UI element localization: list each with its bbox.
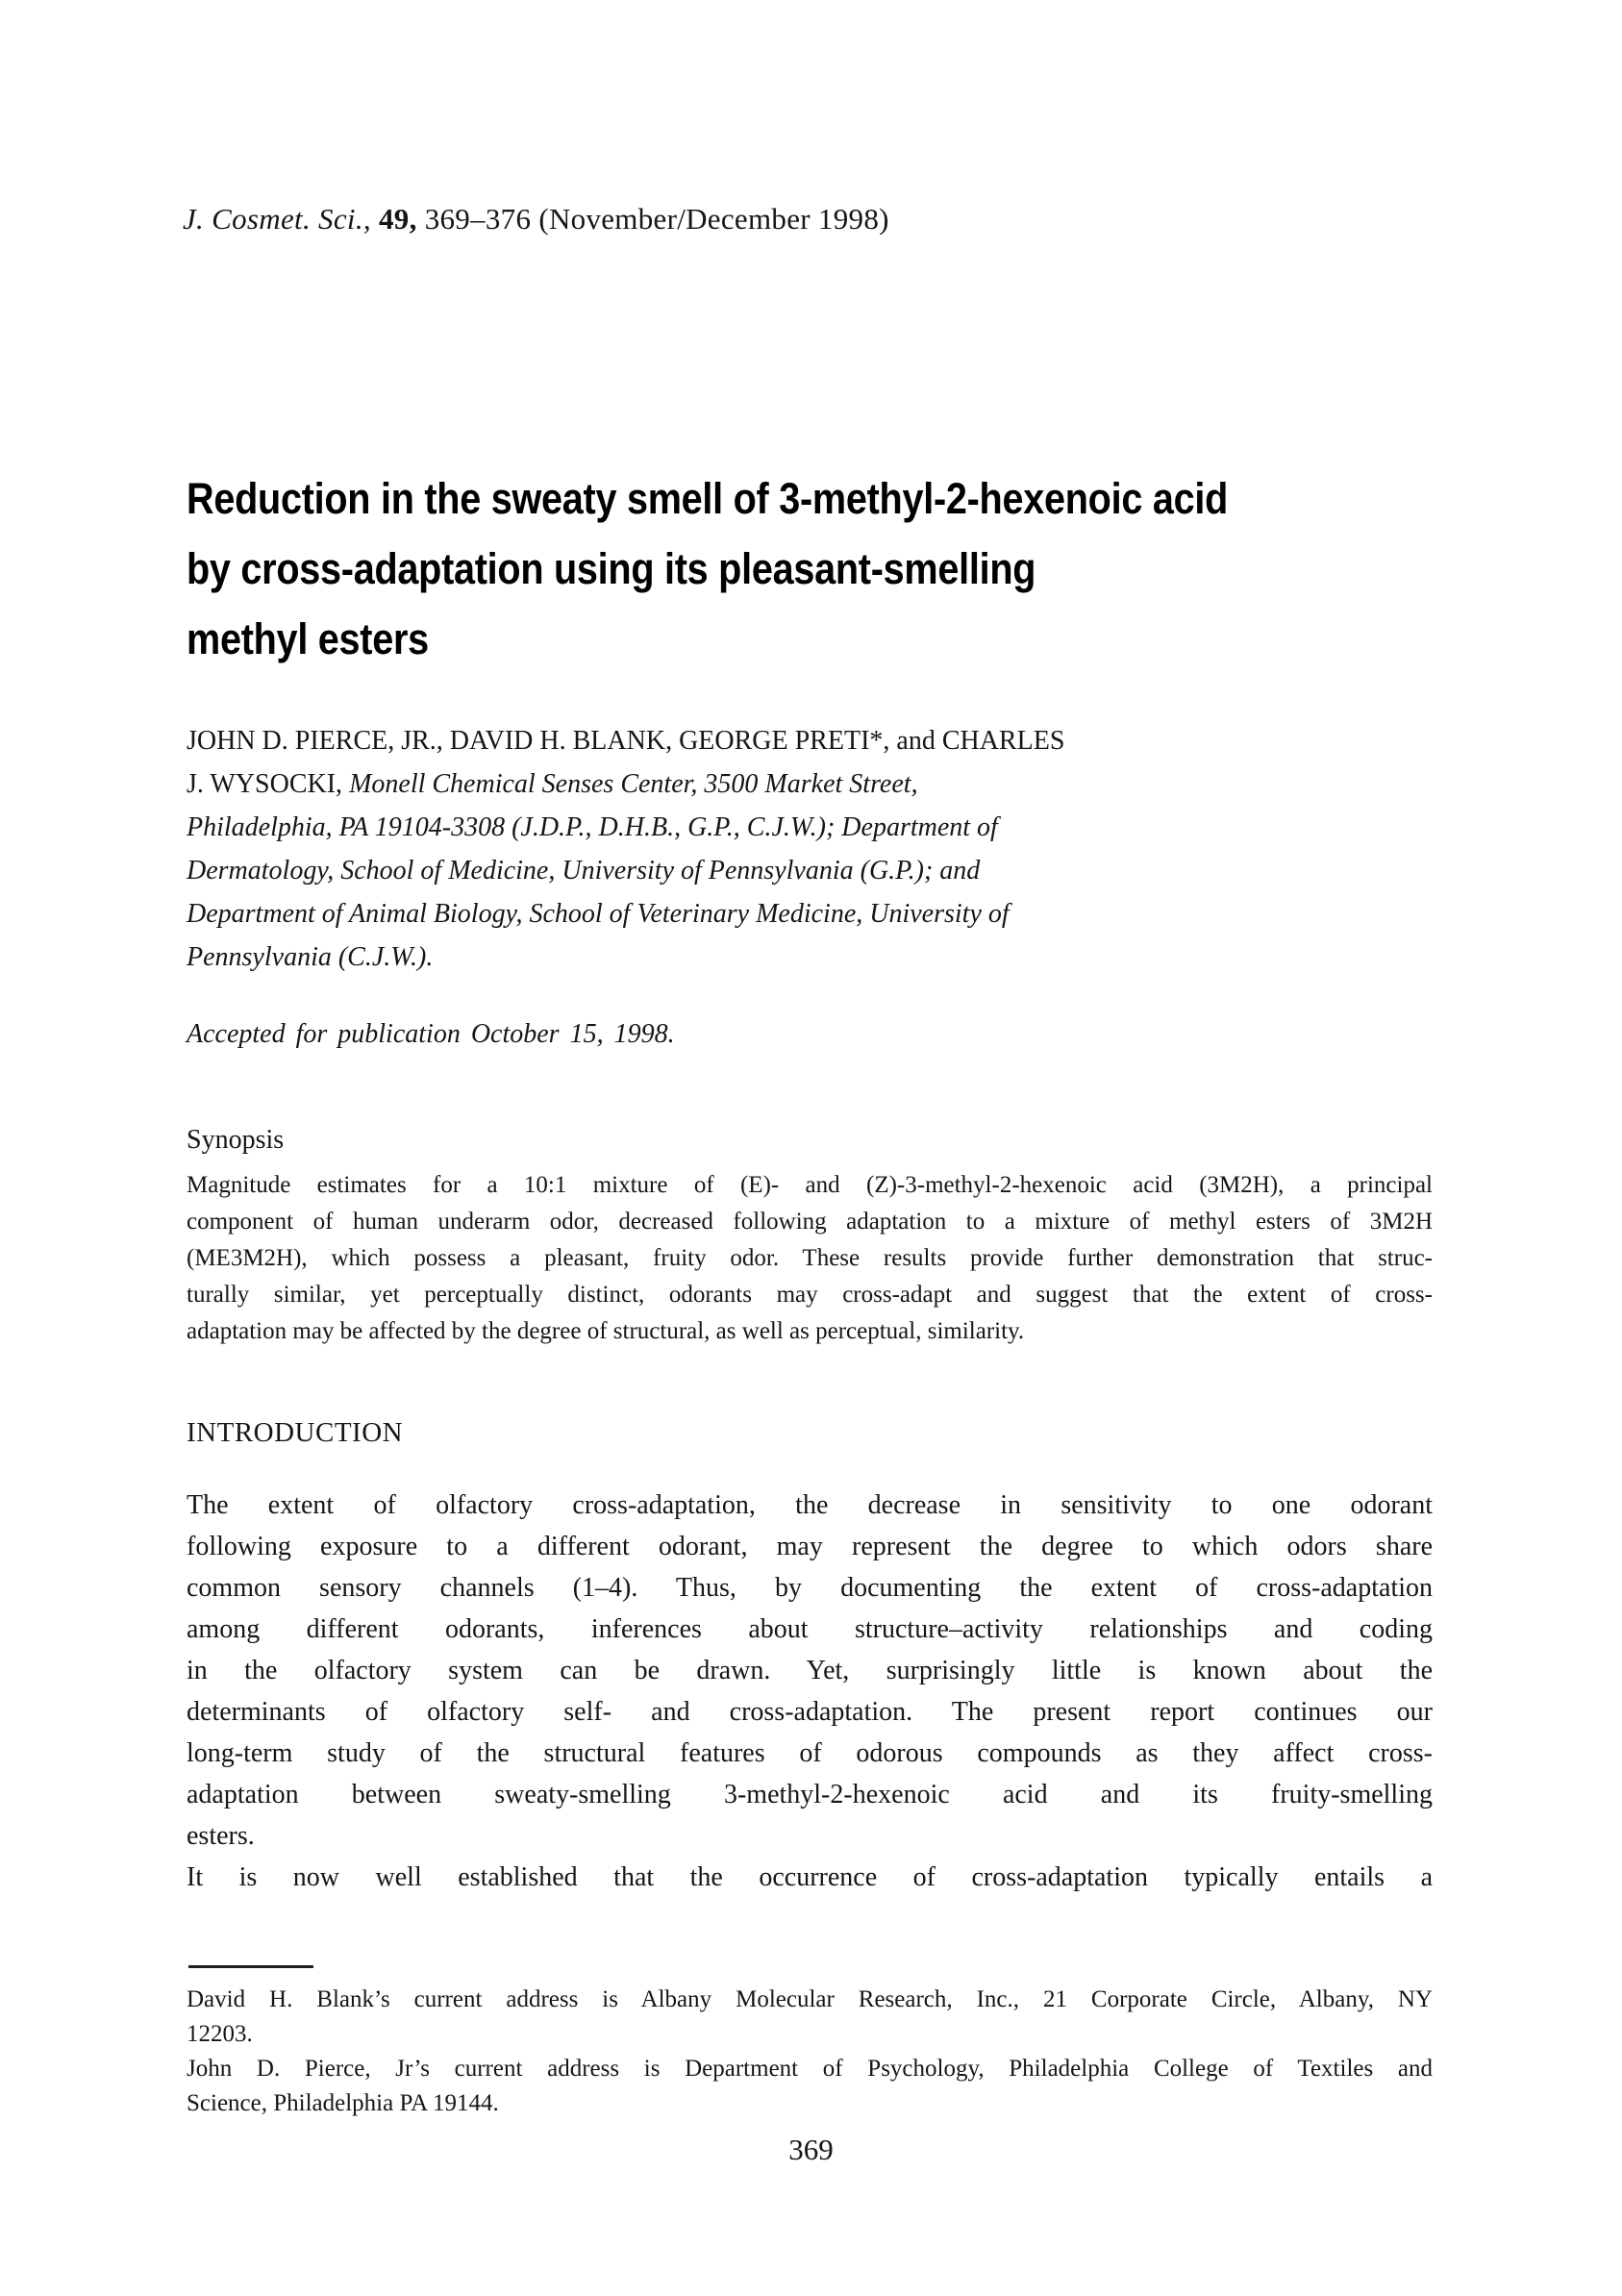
synopsis-line: (ME3M2H), which possess a pleasant, fruity odor. These results provide further demonstration that struc- [187,1245,1433,1271]
synopsis-line: adaptation may be affected by the degree of structural, as well as perceptual, similarity. [187,1318,1025,1344]
introduction-line: common sensory channels (1–4). Thus, by documenting the extent of cross-adaptation [187,1573,1433,1603]
footnotes-block [187,1983,1433,2121]
footnote-divider-rule [188,1965,313,1968]
authors-affiliation-block [187,719,1069,979]
introduction-line: The extent of olfactory cross-adaptation, the decrease in sensitivity to one odorant [187,1490,1433,1520]
footnote-line: John D. Pierce, Jr’s current address is Department of Psychology, Philadelphia College of Textiles and [187,2056,1433,2082]
synopsis-line: Magnitude estimates for a 10:1 mixture of (E)- and (Z)-3-methyl-2-hexenoic acid (3M2H), a principal [187,1172,1433,1198]
introduction-paragraph-2 [187,1857,1433,1898]
introduction-paragraph-1 [187,1485,1433,1857]
article-title-line: by cross-adaptation using its pleasant-smelling [187,544,1036,593]
synopsis-paragraph [187,1167,1433,1350]
journal-reference-line [183,202,889,237]
footnote-line: David H. Blank’s current address is Albany Molecular Research, Inc., 21 Corporate Circle, Albany, NY [187,1986,1433,2012]
introduction-line: esters. [187,1821,255,1851]
author-affiliation: Monell Chemical Senses Center, 3500 Market Street, Philadelphia, PA 19104-3308 (J.D.P., D.H.B., G.P., C.J.W.); Department of Dermatology, School of Medicine, University of Pennsylvania (G.P.); and Department of Animal Biology, School of Veterinary Medicine, University of Pennsylvania (C.J.W.). [187,769,1010,972]
introduction-line: following exposure to a different odorant, may represent the degree to which odors share [187,1532,1433,1561]
synopsis-line: turally similar, yet perceptually distinct, odorants may cross-adapt and suggest that the extent of cross- [187,1282,1433,1308]
article-title-line: methyl esters [187,614,429,663]
author-names: JOHN D. PIERCE, JR., DAVID H. BLANK, GEORGE PRETI*, and CHARLES J. WYSOCKI, [187,726,1065,799]
introduction-line: in the olfactory system can be drawn. Yet, surprisingly little is known about the [187,1656,1433,1685]
footnote-line: Science, Philadelphia PA 19144. [187,2090,499,2116]
page-number: 369 [788,2133,834,2166]
synopsis-line: component of human underarm odor, decreased following adaptation to a mixture of methyl esters of 3M2H [187,1209,1433,1235]
article-title [187,463,1370,674]
journal-pages-date: 369–376 (November/December 1998) [424,202,889,236]
article-title-line: Reduction in the sweaty smell of 3-methyl-2-hexenoic acid [187,474,1229,523]
introduction-line: adaptation between sweaty-smelling 3-methyl-2-hexenoic acid and its fruity-smelling [187,1780,1433,1809]
introduction-line: determinants of olfactory self- and cross-adaptation. The present report continues our [187,1697,1433,1727]
journal-name: J. Cosmet. Sci., [183,202,379,236]
journal-volume: 49, [378,202,425,236]
synopsis-heading: Synopsis [187,1125,285,1155]
accepted-for-publication-line: Accepted for publication October 15, 1998. [187,1019,675,1049]
introduction-line: long-term study of the structural features of odorous compounds as they affect cross- [187,1738,1433,1768]
introduction-line: It is now well established that the occurrence of cross-adaptation typically entails a [187,1862,1433,1892]
introduction-line: among different odorants, inferences about structure–activity relationships and coding [187,1614,1433,1644]
introduction-heading: INTRODUCTION [187,1417,404,1448]
footnote-line: 12203. [187,2021,253,2047]
